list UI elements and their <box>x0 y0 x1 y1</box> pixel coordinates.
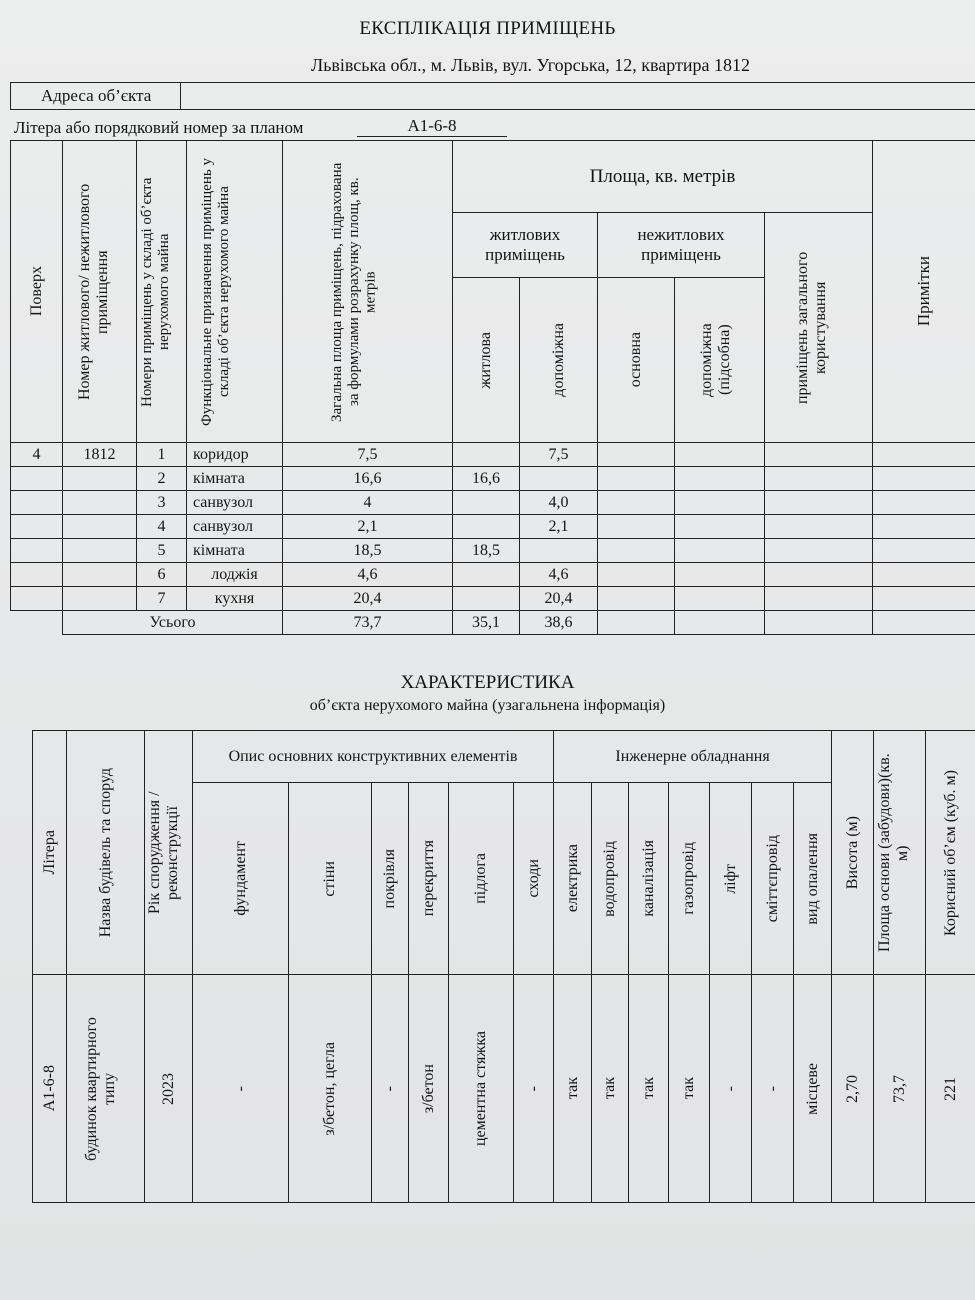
cell-main <box>598 563 675 587</box>
cell-aux-utility <box>675 491 765 515</box>
cell-room: 2 <box>137 467 187 491</box>
cell-total: 18,5 <box>283 539 453 563</box>
char-header-gas: газопровід <box>669 783 710 975</box>
total-label: Усього <box>63 611 283 635</box>
cell-unit <box>63 467 137 491</box>
cell-common <box>765 587 873 611</box>
explication-rows <box>11 443 975 635</box>
cell-unit <box>63 515 137 539</box>
table-row <box>11 587 975 611</box>
cell-common <box>765 515 873 539</box>
total-area: 73,7 <box>283 611 453 635</box>
cell-aux-utility <box>675 515 765 539</box>
cell-notes <box>873 587 975 611</box>
cell-aux: 4,6 <box>520 563 598 587</box>
cell-purpose: кімната <box>187 467 283 491</box>
cell-floor <box>11 587 63 611</box>
cell-purpose: коридор <box>187 443 283 467</box>
cell-total: 7,5 <box>283 443 453 467</box>
cell-living <box>453 563 520 587</box>
cell-unit <box>63 563 137 587</box>
char-header-stairs: сходи <box>514 783 554 975</box>
cell-common <box>765 467 873 491</box>
cell-unit <box>63 587 137 611</box>
cell-purpose: санвузол <box>187 491 283 515</box>
cell-floor <box>11 563 63 587</box>
cell-living: 18,5 <box>453 539 520 563</box>
explication-table <box>10 140 975 635</box>
cell-main <box>598 539 675 563</box>
char-cell-floor: цементна стяжка <box>449 975 514 1203</box>
char-header-height: Висота (м) <box>832 731 874 975</box>
cell-living: 16,6 <box>453 467 520 491</box>
cell-living <box>453 491 520 515</box>
cell-living <box>453 515 520 539</box>
cell-total: 16,6 <box>283 467 453 491</box>
cell-total: 2,1 <box>283 515 453 539</box>
char-header-electric: електрика <box>554 783 592 975</box>
header-purpose: Функціональне призначення приміщень у складі об’єкта нерухомого майна <box>187 141 283 443</box>
total-main <box>598 611 675 635</box>
char-cell-volume: 221 <box>926 975 975 1203</box>
total-living: 35,1 <box>453 611 520 635</box>
char-header-building-name: Назва будівель та споруд <box>67 731 145 975</box>
header-unit-number: Номер житлового/ нежитлового приміщення <box>63 141 137 443</box>
cell-aux-utility <box>675 539 765 563</box>
char-cell-building-name: будинок квартирного типу <box>67 975 145 1203</box>
total-aux: 38,6 <box>520 611 598 635</box>
address-box <box>10 55 975 110</box>
header-auxiliary-utility: допоміжна (підсобна) <box>675 278 765 443</box>
char-cell-electric: так <box>554 975 592 1203</box>
cell-main <box>598 491 675 515</box>
cell-living <box>453 587 520 611</box>
cell-aux-utility <box>675 467 765 491</box>
header-auxiliary: допоміжна <box>520 278 598 443</box>
cell-aux <box>520 539 598 563</box>
cell-purpose: кімната <box>187 539 283 563</box>
cell-purpose: лоджія <box>187 563 283 587</box>
cell-aux: 2,1 <box>520 515 598 539</box>
cell-floor <box>11 467 63 491</box>
cell-aux: 20,4 <box>520 587 598 611</box>
cell-room: 3 <box>137 491 187 515</box>
cell-room: 6 <box>137 563 187 587</box>
char-cell-water: так <box>592 975 629 1203</box>
cell-common <box>765 443 873 467</box>
cell-living <box>453 443 520 467</box>
cell-room: 7 <box>137 587 187 611</box>
cell-notes <box>873 467 975 491</box>
litera-label: Літера або порядковий номер за планом <box>14 118 304 137</box>
cell-notes <box>873 443 975 467</box>
cell-unit <box>63 491 137 515</box>
cell-notes <box>873 539 975 563</box>
cell-common <box>765 539 873 563</box>
char-cell-garbage: - <box>752 975 794 1203</box>
characteristics-table <box>32 730 975 1203</box>
char-cell-heating: місцеве <box>794 975 832 1203</box>
header-area-group: Площа, кв. метрів <box>453 141 873 213</box>
char-cell-gas: так <box>669 975 710 1203</box>
char-header-structural-group: Опис основних конструктивних елементів <box>193 731 554 783</box>
char-header-floor: підлога <box>449 783 514 975</box>
cell-common <box>765 563 873 587</box>
char-header-engineering-group: Інженерне обладнання <box>554 731 832 783</box>
address-value: Львівська обл., м. Львів, вул. Угорська, 12, квартира 1812 <box>311 55 751 75</box>
table-row <box>11 515 975 539</box>
char-header-year: Рік спорудження / реконструкції <box>145 731 193 975</box>
header-common-use: приміщень загального користування <box>765 213 873 443</box>
char-header-sewer: каналізація <box>629 783 669 975</box>
header-main: основна <box>598 278 675 443</box>
char-header-walls: стіни <box>289 783 372 975</box>
cell-aux: 4,0 <box>520 491 598 515</box>
char-cell-walls: з/бетон, цегла <box>289 975 372 1203</box>
table-row <box>11 443 975 467</box>
char-header-ceiling: перекриття <box>409 783 449 975</box>
table-row <box>11 467 975 491</box>
char-header-water: водопровід <box>592 783 629 975</box>
cell-floor: 4 <box>11 443 63 467</box>
cell-room: 5 <box>137 539 187 563</box>
char-cell-stairs: - <box>514 975 554 1203</box>
total-notes <box>873 611 975 635</box>
cell-aux <box>520 467 598 491</box>
total-common <box>765 611 873 635</box>
explication-title: ЕКСПЛІКАЦІЯ ПРИМІЩЕНЬ <box>359 18 616 39</box>
char-cell-roof: - <box>372 975 409 1203</box>
char-header-lift: ліфт <box>710 783 752 975</box>
char-cell-sewer: так <box>629 975 669 1203</box>
header-nonresidential: нежитлових приміщень <box>598 213 765 278</box>
cell-room: 4 <box>137 515 187 539</box>
cell-notes <box>873 563 975 587</box>
char-header-foundation: фундамент <box>193 783 289 975</box>
char-cell-base-area: 73,7 <box>874 975 926 1203</box>
header-residential: житлових приміщень <box>453 213 598 278</box>
char-data-row <box>33 975 975 1203</box>
char-cell-litera: А1-6-8 <box>33 975 67 1203</box>
char-header-roof: покрівля <box>372 783 409 975</box>
header-notes: Примітки <box>873 141 975 443</box>
cell-floor <box>11 491 63 515</box>
table-row <box>11 563 975 587</box>
cell-purpose: кухня <box>187 587 283 611</box>
cell-aux-utility <box>675 443 765 467</box>
header-living: житлова <box>453 278 520 443</box>
char-cell-height: 2,70 <box>832 975 874 1203</box>
cell-unit <box>63 539 137 563</box>
cell-aux-utility <box>675 587 765 611</box>
cell-aux-utility <box>675 563 765 587</box>
char-cell-ceiling: з/бетон <box>409 975 449 1203</box>
cell-floor <box>11 515 63 539</box>
cell-common <box>765 491 873 515</box>
cell-unit: 1812 <box>63 443 137 467</box>
cell-aux: 7,5 <box>520 443 598 467</box>
char-cell-year: 2023 <box>145 975 193 1203</box>
cell-notes <box>873 491 975 515</box>
characteristics-title: ХАРАКТЕРИСТИКА <box>400 672 575 693</box>
char-header-heating: вид опалення <box>794 783 832 975</box>
cell-main <box>598 587 675 611</box>
char-header-base-area: Площа основи (забудови)(кв. м) <box>874 731 926 975</box>
char-cell-foundation: - <box>193 975 289 1203</box>
char-header-litera: Літера <box>33 731 67 975</box>
header-floor: Поверх <box>11 141 63 443</box>
cell-notes <box>873 515 975 539</box>
char-header-volume: Корисний об’єм (куб. м) <box>926 731 975 975</box>
address-label: Адреса об’єкта <box>23 83 181 109</box>
cell-total: 4,6 <box>283 563 453 587</box>
cell-floor <box>11 539 63 563</box>
cell-purpose: санвузол <box>187 515 283 539</box>
characteristics-subtitle: об’єкта нерухомого майна (узагальнена інформація) <box>309 697 666 714</box>
table-row <box>11 491 975 515</box>
char-cell-lift: - <box>710 975 752 1203</box>
cell-room: 1 <box>137 443 187 467</box>
total-aux-utility <box>675 611 765 635</box>
header-total-area: Загальна площа приміщень, підрахована за формулами розрахунку площ, кв. метрів <box>283 141 453 443</box>
table-row <box>11 539 975 563</box>
cell-main <box>598 467 675 491</box>
cell-main <box>598 515 675 539</box>
header-room-numbers: Номери приміщень у складі об’єкта нерухомого майна <box>137 141 187 443</box>
litera-value: А1-6-8 <box>357 116 507 137</box>
total-row <box>11 611 975 635</box>
cell-total: 4 <box>283 491 453 515</box>
char-header-garbage: сміттєпровід <box>752 783 794 975</box>
cell-main <box>598 443 675 467</box>
cell-total: 20,4 <box>283 587 453 611</box>
